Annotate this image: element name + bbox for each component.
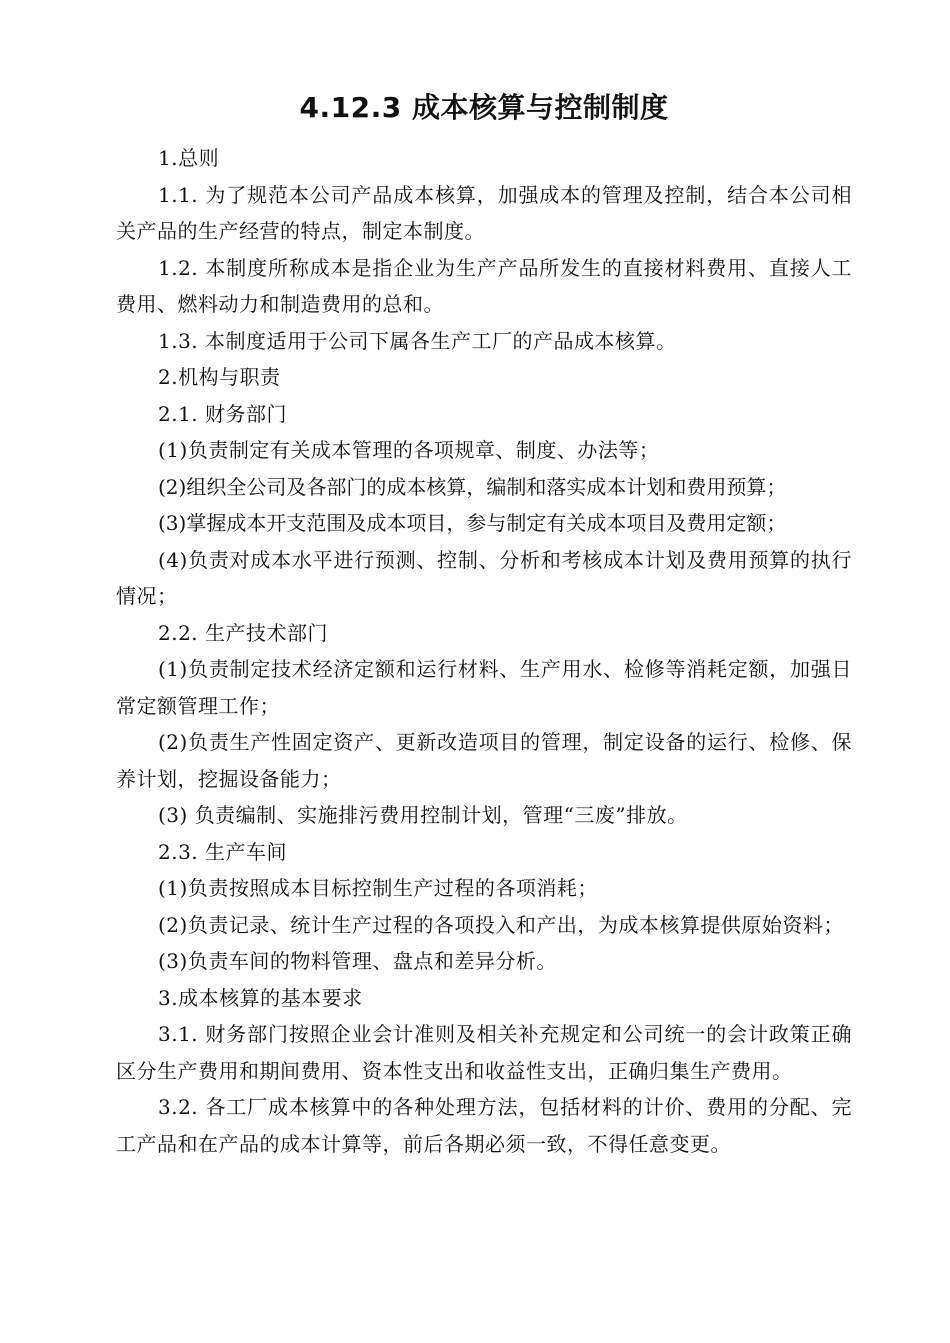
clause-2-1-item-3: (3)掌握成本开支范围及成本项目，参与制定有关成本项目及费用定额； [158, 511, 787, 535]
section-heading-cost-accounting: 3.成本核算的基本要求 [158, 985, 363, 1010]
clause-1-3: 1.3. 本制度适用于公司下属各生产工厂的产品成本核算。 [158, 328, 677, 353]
clause-1-1: 1.1. 为了规范本公司产品成本核算，加强成本的管理及控制，结合本公司相关产品的生产经营的特点，制定本制度。 [116, 182, 852, 243]
document-title: 4.12.3 成本核算与控制制度 [299, 91, 669, 124]
clause-2-3-item-1: (1)负责按照成本目标控制生产过程的各项消耗； [158, 876, 598, 900]
clause-2-1: 2.1. 财务部门 [158, 401, 288, 426]
clause-2-3-item-2: (2)负责记录、统计生产过程的各项投入和产出，为成本核算提供原始资料； [158, 912, 844, 937]
section-heading-organization: 2.机构与职责 [158, 365, 281, 389]
clause-2-1-item-4: (4)负责对成本水平进行预测、控制、分析和考核成本计划及费用预算的执行情况； [116, 547, 852, 608]
clause-2-2-item-1: (1)负责制定技术经济定额和运行材料、生产用水、检修等消耗定额，加强日常定额管理工作； [116, 657, 852, 718]
clause-3-1: 3.1. 财务部门按照企业会计准则及相关补充规定和公司统一的会计政策正确区分生产费用和期间费用、资本性支出和收益性支出，正确归集生产费用。 [116, 1022, 852, 1083]
clause-2-3: 2.3. 生产车间 [158, 839, 288, 864]
clause-1-2: 1.2. 本制度所称成本是指企业为生产产品所发生的直接材料费用、直接人工费用、燃料动力和制造费用的总和。 [116, 255, 852, 316]
document-page [116, 86, 852, 1162]
clause-2-2: 2.2. 生产技术部门 [158, 620, 329, 645]
clause-3-2: 3.2. 各工厂成本核算中的各种处理方法，包括材料的计价、费用的分配、完工产品和在产品的成本计算等，前后各期必须一致，不得任意变更。 [116, 1095, 852, 1156]
clause-2-1-item-1: (1)负责制定有关成本管理的各项规章、制度、办法等； [158, 438, 660, 462]
clause-2-3-item-3: (3)负责车间的物料管理、盘点和差异分析。 [158, 949, 557, 973]
clause-2-2-item-2: (2)负责生产性固定资产、更新改造项目的管理，制定设备的运行、检修、保养计划，挖掘设备能力； [116, 730, 852, 791]
section-heading-general: 1.总则 [158, 146, 220, 170]
clause-2-1-item-2: (2)组织全公司及各部门的成本核算，编制和落实成本计划和费用预算； [158, 474, 787, 499]
clause-2-2-item-3: (3) 负责编制、实施排污费用控制计划，管理“三废”排放。 [158, 803, 688, 827]
